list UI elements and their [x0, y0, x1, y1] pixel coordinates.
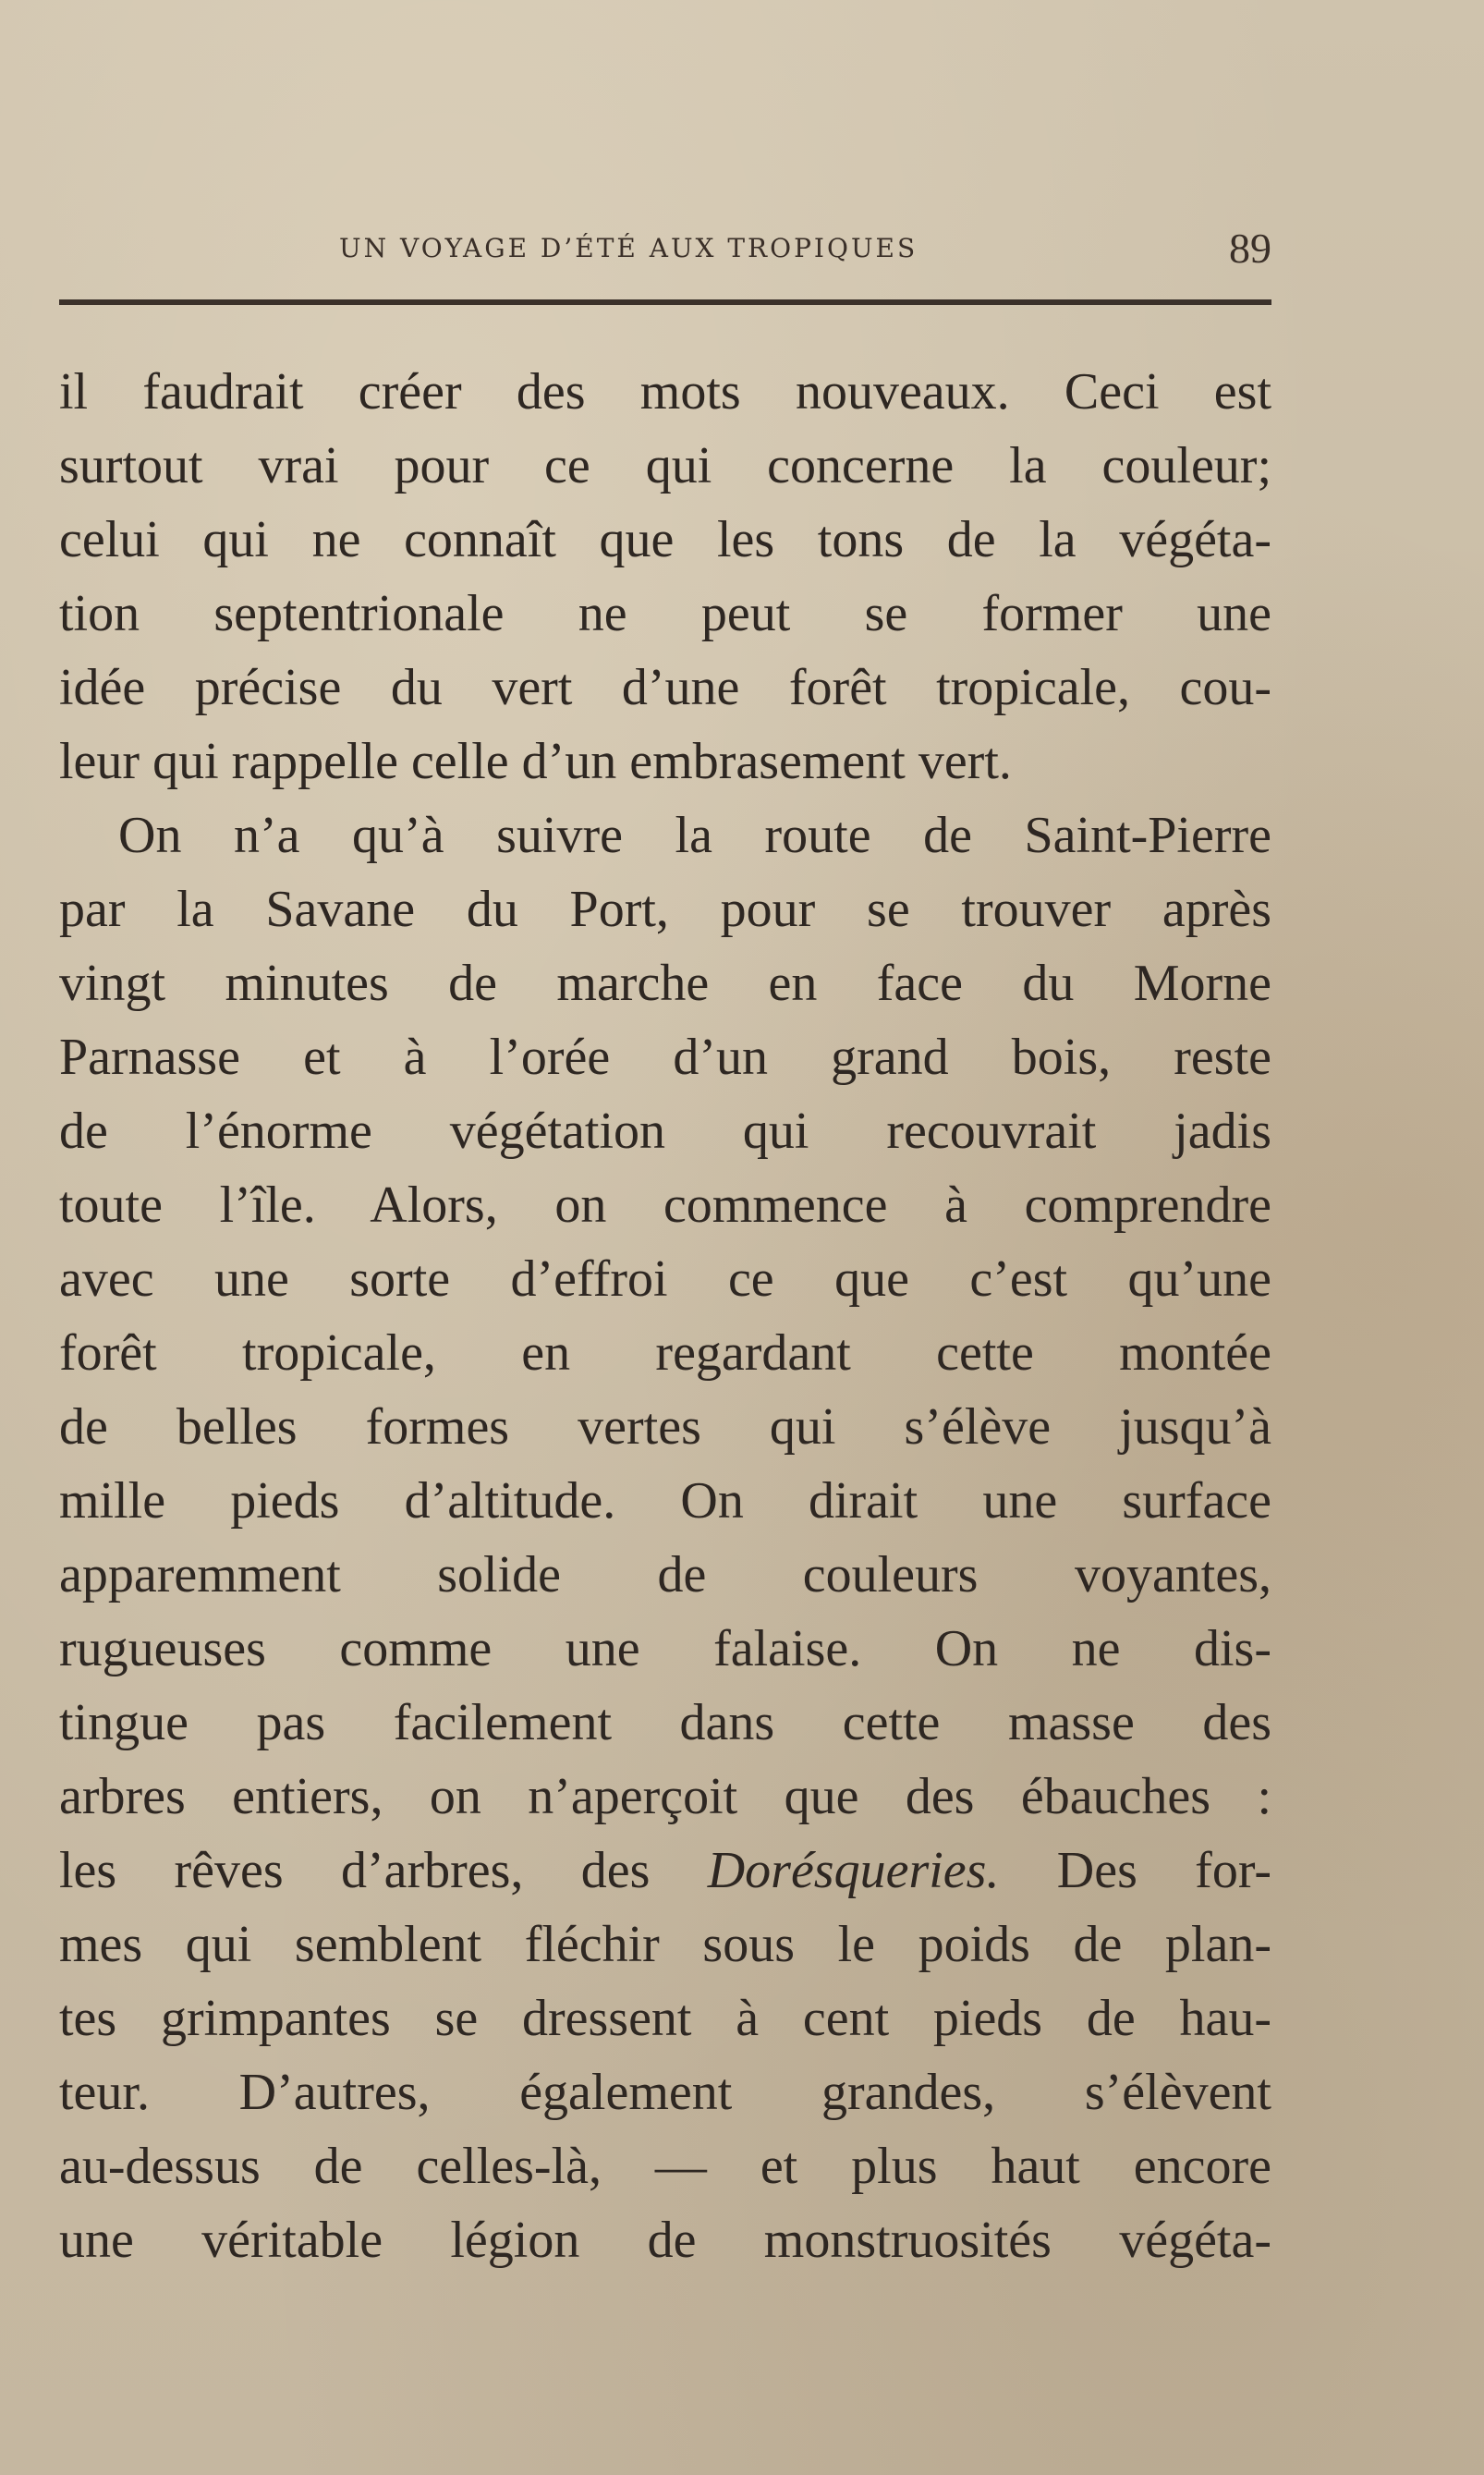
text-line: une véritable légion de monstruosités végéta- [59, 2212, 1271, 2269]
text-line-mixed [59, 1834, 1271, 1908]
text-line: surtout vrai pour ce qui concerne la couleur; [59, 437, 1271, 494]
text-line: apparemment solide de couleurs voyantes, [59, 1546, 1271, 1603]
text-line: teur. D’autres, également grandes, s’élèvent [59, 2064, 1271, 2121]
text-line: vingt minutes de marche en face du Morne [59, 955, 1271, 1012]
text-line: toute l’île. Alors, on commence à comprendre [59, 1177, 1271, 1234]
text-line: idée précise du vert d’une forêt tropicale, cou- [59, 659, 1271, 716]
page-number: 89 [1229, 225, 1271, 272]
text-line: tes grimpantes se dressent à cent pieds de hau- [59, 1990, 1271, 2047]
body-text [59, 355, 1271, 2277]
text-line: rugueuses comme une falaise. On ne dis- [59, 1620, 1271, 1677]
text-line: tion septentrionale ne peut se former une [59, 585, 1271, 642]
text-line: de l’énorme végétation qui recouvrait jadis [59, 1103, 1271, 1160]
page-header [59, 225, 1271, 285]
text-line: forêt tropicale, en regardant cette montée [59, 1324, 1271, 1382]
text-line: au-dessus de celles-là, — et plus haut encore [59, 2138, 1271, 2195]
header-rule [59, 299, 1271, 305]
text-line: On n’a qu’à suivre la route de Saint-Pierre [118, 807, 1271, 864]
running-title: UN VOYAGE D’ÉTÉ AUX TROPIQUES [339, 233, 918, 263]
text-line: avec une sorte d’effroi ce que c’est qu’une [59, 1250, 1271, 1308]
text-line: Parnasse et à l’orée d’un grand bois, reste [59, 1029, 1271, 1086]
text-line: il faudrait créer des mots nouveaux. Ceci est [59, 363, 1271, 421]
text-line: leur qui rappelle celle d’un embrasement vert. [59, 733, 1012, 790]
text-line: mes qui semblent fléchir sous le poids de plan- [59, 1916, 1271, 1973]
text-line: mille pieds d’altitude. On dirait une surface [59, 1472, 1271, 1530]
text-line: celui qui ne connaît que les tons de la végéta- [59, 511, 1271, 568]
text-run: les rêves d’arbres, des [59, 1842, 651, 1899]
text-line: tingue pas facilement dans cette masse des [59, 1694, 1271, 1751]
italic-term: Dorésqueries. [707, 1842, 1000, 1899]
text-line: arbres entiers, on n’aperçoit que des ébauches : [59, 1768, 1271, 1825]
text-run: Des for- [1056, 1842, 1271, 1899]
text-line: de belles formes vertes qui s’élève jusqu’à [59, 1398, 1271, 1456]
text-line: par la Savane du Port, pour se trouver après [59, 881, 1271, 938]
